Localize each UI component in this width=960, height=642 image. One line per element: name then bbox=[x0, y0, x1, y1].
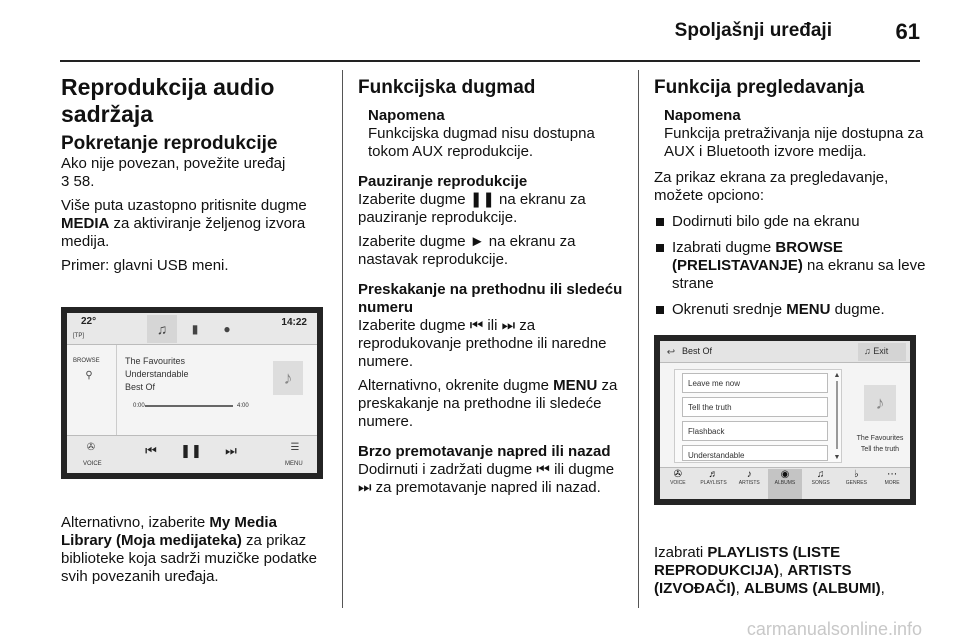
artist-icon: ♪ bbox=[746, 469, 752, 480]
column-2 bbox=[358, 74, 630, 497]
progress-bar[interactable] bbox=[145, 405, 233, 407]
tab-voice[interactable]: ✇ VOICE bbox=[661, 469, 695, 499]
track-artist: Understandable bbox=[125, 369, 189, 379]
tab-albums[interactable]: ◉ ALBUMS bbox=[768, 469, 802, 499]
paragraph: Alternativno, izaberite My Media Library (Moja medijateka) za prikaz biblioteke koja sadrži muzičke podatke svih povezanih uređaja. bbox=[61, 514, 317, 585]
paragraph: Izaberite dugme ⏮ ili ⏭ za reprodukovanje prethodne ili naredne numere. bbox=[358, 317, 607, 370]
note-text: Funkcijska dugmad nisu dostupna tokom AUX reprodukcije. bbox=[368, 125, 595, 160]
voice-label: VOICE bbox=[83, 461, 102, 467]
note-box bbox=[368, 107, 630, 161]
now-playing-track: Tell the truth bbox=[860, 446, 900, 453]
section-heading: Funkcija pregledavanja bbox=[654, 77, 865, 98]
tp-indicator: [TP] bbox=[73, 333, 85, 339]
album-art-icon: ♪ bbox=[273, 361, 303, 395]
paragraph: Izaberite dugme ► na ekranu za nastavak reprodukcije. bbox=[358, 233, 576, 268]
search-icon: ⚲ bbox=[85, 369, 93, 381]
album-icon: ◉ bbox=[780, 469, 790, 480]
paragraph: Primer: glavni USB meni. bbox=[61, 257, 229, 274]
note-heading: Napomena bbox=[368, 107, 445, 124]
album-art-icon: ♪ bbox=[864, 385, 896, 421]
page-header-title: Spoljašnji uređaji bbox=[674, 20, 832, 41]
tab-songs[interactable]: ♫ SONGS bbox=[804, 469, 838, 499]
scroll-down-icon[interactable]: ▼ bbox=[833, 453, 841, 461]
voice-icon: ✇ bbox=[673, 469, 683, 480]
tab-more[interactable]: ⋯ MORE bbox=[875, 469, 909, 499]
info-icon[interactable]: ● bbox=[223, 322, 231, 336]
pause-icon[interactable]: ❚❚ bbox=[180, 443, 202, 458]
time-start: 0:00 bbox=[133, 403, 145, 409]
tab-genres[interactable]: ♭ GENRES bbox=[839, 469, 873, 499]
bullet-item: Dodirnuti bilo gde na ekranu bbox=[654, 213, 928, 231]
bullet-item: Okrenuti srednje MENU dugme. bbox=[654, 301, 928, 319]
phone-icon[interactable]: ▮ bbox=[191, 322, 199, 336]
note-box bbox=[664, 107, 928, 161]
browse-title: Best Of bbox=[682, 346, 713, 356]
usb-main-menu-screenshot bbox=[61, 307, 323, 479]
song-icon: ♫ bbox=[816, 469, 825, 480]
page-number: 61 bbox=[895, 19, 920, 44]
paragraph: Izaberite dugme ❚❚ na ekranu za pauziranje reprodukcije. bbox=[358, 191, 586, 226]
back-arrow-icon[interactable]: ↩ bbox=[666, 346, 676, 358]
paragraph: Alternativno, okrenite dugme MENU za preskakanje na prethodne ili sledeće numere. bbox=[358, 377, 618, 430]
note-text: Funkcija pretraživanja nije dostupna za AUX i Bluetooth izvore medija. bbox=[664, 125, 924, 160]
more-icon: ⋯ bbox=[887, 469, 898, 480]
column-3 bbox=[654, 74, 928, 319]
scroll-up-icon[interactable]: ▲ bbox=[833, 371, 841, 379]
subsection-heading: Brzo premotavanje napred ili nazad bbox=[358, 443, 611, 460]
temperature: 22° bbox=[81, 316, 97, 327]
list-item[interactable]: Leave me now bbox=[682, 373, 828, 393]
paragraph: Dodirnuti i zadržati dugme ⏮ ili dugme ⏭ za premotavanje napred ili nazad. bbox=[358, 461, 615, 496]
voice-icon[interactable]: ✇ bbox=[86, 441, 96, 453]
playlist-icon: ♬ bbox=[708, 469, 719, 480]
subsection-heading: Preskakanje na prethodnu ili sledeću numeru bbox=[358, 281, 623, 316]
tab-playlists[interactable]: ♬ PLAYLISTS bbox=[697, 469, 731, 499]
music-note-icon[interactable]: ♫ bbox=[147, 315, 177, 343]
bullet-item: Izabrati dugme BROWSE (PRELISTAVANJE) na ekranu sa leve strane bbox=[654, 239, 928, 293]
list-item[interactable]: Understandable bbox=[682, 445, 828, 461]
paragraph: Izabrati PLAYLISTS (LISTE REPRODUKCIJA), ARTISTS (IZVOĐAČI), ALBUMS (ALBUMI), bbox=[654, 544, 885, 597]
browse-tab-bar bbox=[660, 469, 910, 499]
now-playing-title: The Favourites bbox=[856, 435, 904, 442]
time-end: 4:00 bbox=[237, 403, 249, 409]
track-title: The Favourites bbox=[125, 356, 186, 366]
paragraph: Za prikaz ekrana za pregledavanje, možete opciono: bbox=[654, 169, 889, 204]
column-separator bbox=[342, 70, 343, 608]
column-separator bbox=[638, 70, 639, 608]
note-heading: Napomena bbox=[664, 107, 741, 124]
column-1 bbox=[61, 74, 331, 275]
watermark: carmanualsonline.info bbox=[746, 619, 922, 639]
paragraph: Više puta uzastopno pritisnite dugme MEDIA za aktiviranje željenog izvora medija. bbox=[61, 197, 307, 250]
clock: 14:22 bbox=[281, 317, 307, 328]
exit-button[interactable]: ♫ Exit bbox=[858, 343, 906, 361]
genre-icon: ♭ bbox=[854, 469, 859, 480]
next-track-icon[interactable]: ⏭ bbox=[225, 443, 237, 458]
section-heading: Funkcijska dugmad bbox=[358, 77, 536, 98]
page-reference: 3 58. bbox=[61, 173, 95, 190]
browse-button[interactable]: BROWSE bbox=[73, 358, 100, 364]
paragraph: Ako nije povezan, povežite uređaj 3 58. bbox=[61, 155, 286, 190]
list-item[interactable]: Flashback bbox=[682, 421, 828, 441]
list-item[interactable]: Tell the truth bbox=[682, 397, 828, 417]
section-heading: Reprodukcija audio sadržaja bbox=[61, 74, 275, 127]
tab-artists[interactable]: ♪ ARTISTS bbox=[732, 469, 766, 499]
scrollbar[interactable] bbox=[836, 381, 838, 449]
track-album: Best Of bbox=[125, 382, 156, 392]
subsection-heading: Pokretanje reprodukcije bbox=[61, 133, 278, 154]
browse-screen-screenshot bbox=[654, 335, 916, 505]
subsection-heading: Pauziranje reprodukcije bbox=[358, 173, 528, 190]
menu-label: MENU bbox=[285, 461, 303, 467]
header-rule bbox=[60, 60, 920, 62]
menu-icon[interactable]: ☰ bbox=[290, 441, 300, 453]
previous-track-icon[interactable]: ⏮ bbox=[145, 443, 157, 458]
